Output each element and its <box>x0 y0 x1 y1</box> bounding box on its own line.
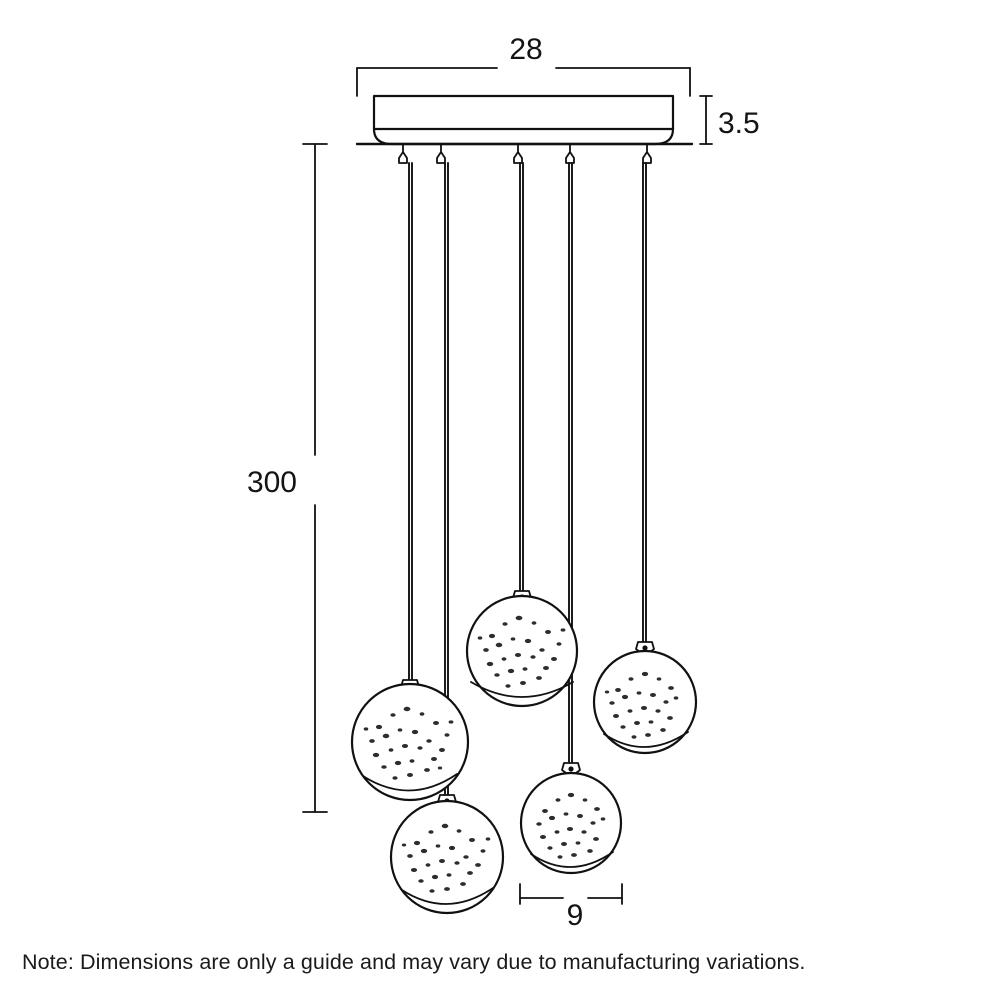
canopy <box>357 96 692 144</box>
suspension-1 <box>399 144 412 684</box>
shade-5 <box>521 763 621 873</box>
shade-1 <box>352 680 468 800</box>
dimension-label-drop-height: 300 <box>246 466 297 499</box>
suspension-3 <box>643 144 651 648</box>
suspension-2 <box>514 144 523 595</box>
dimension-note: Note: Dimensions are only a guide and may vary due to manufacturing variations. <box>22 950 806 974</box>
dimension-label-canopy-width: 28 <box>509 33 543 66</box>
dimension-canopy-height <box>700 96 712 144</box>
shade-3 <box>594 642 696 753</box>
dimension-drop-height <box>303 144 327 812</box>
dimension-label-canopy-height: 3.5 <box>718 107 760 140</box>
dimension-label-shade-diameter: 9 <box>566 899 584 932</box>
shade-4 <box>391 795 503 913</box>
shade-2 <box>467 591 577 706</box>
dimension-canopy-width <box>357 68 690 96</box>
